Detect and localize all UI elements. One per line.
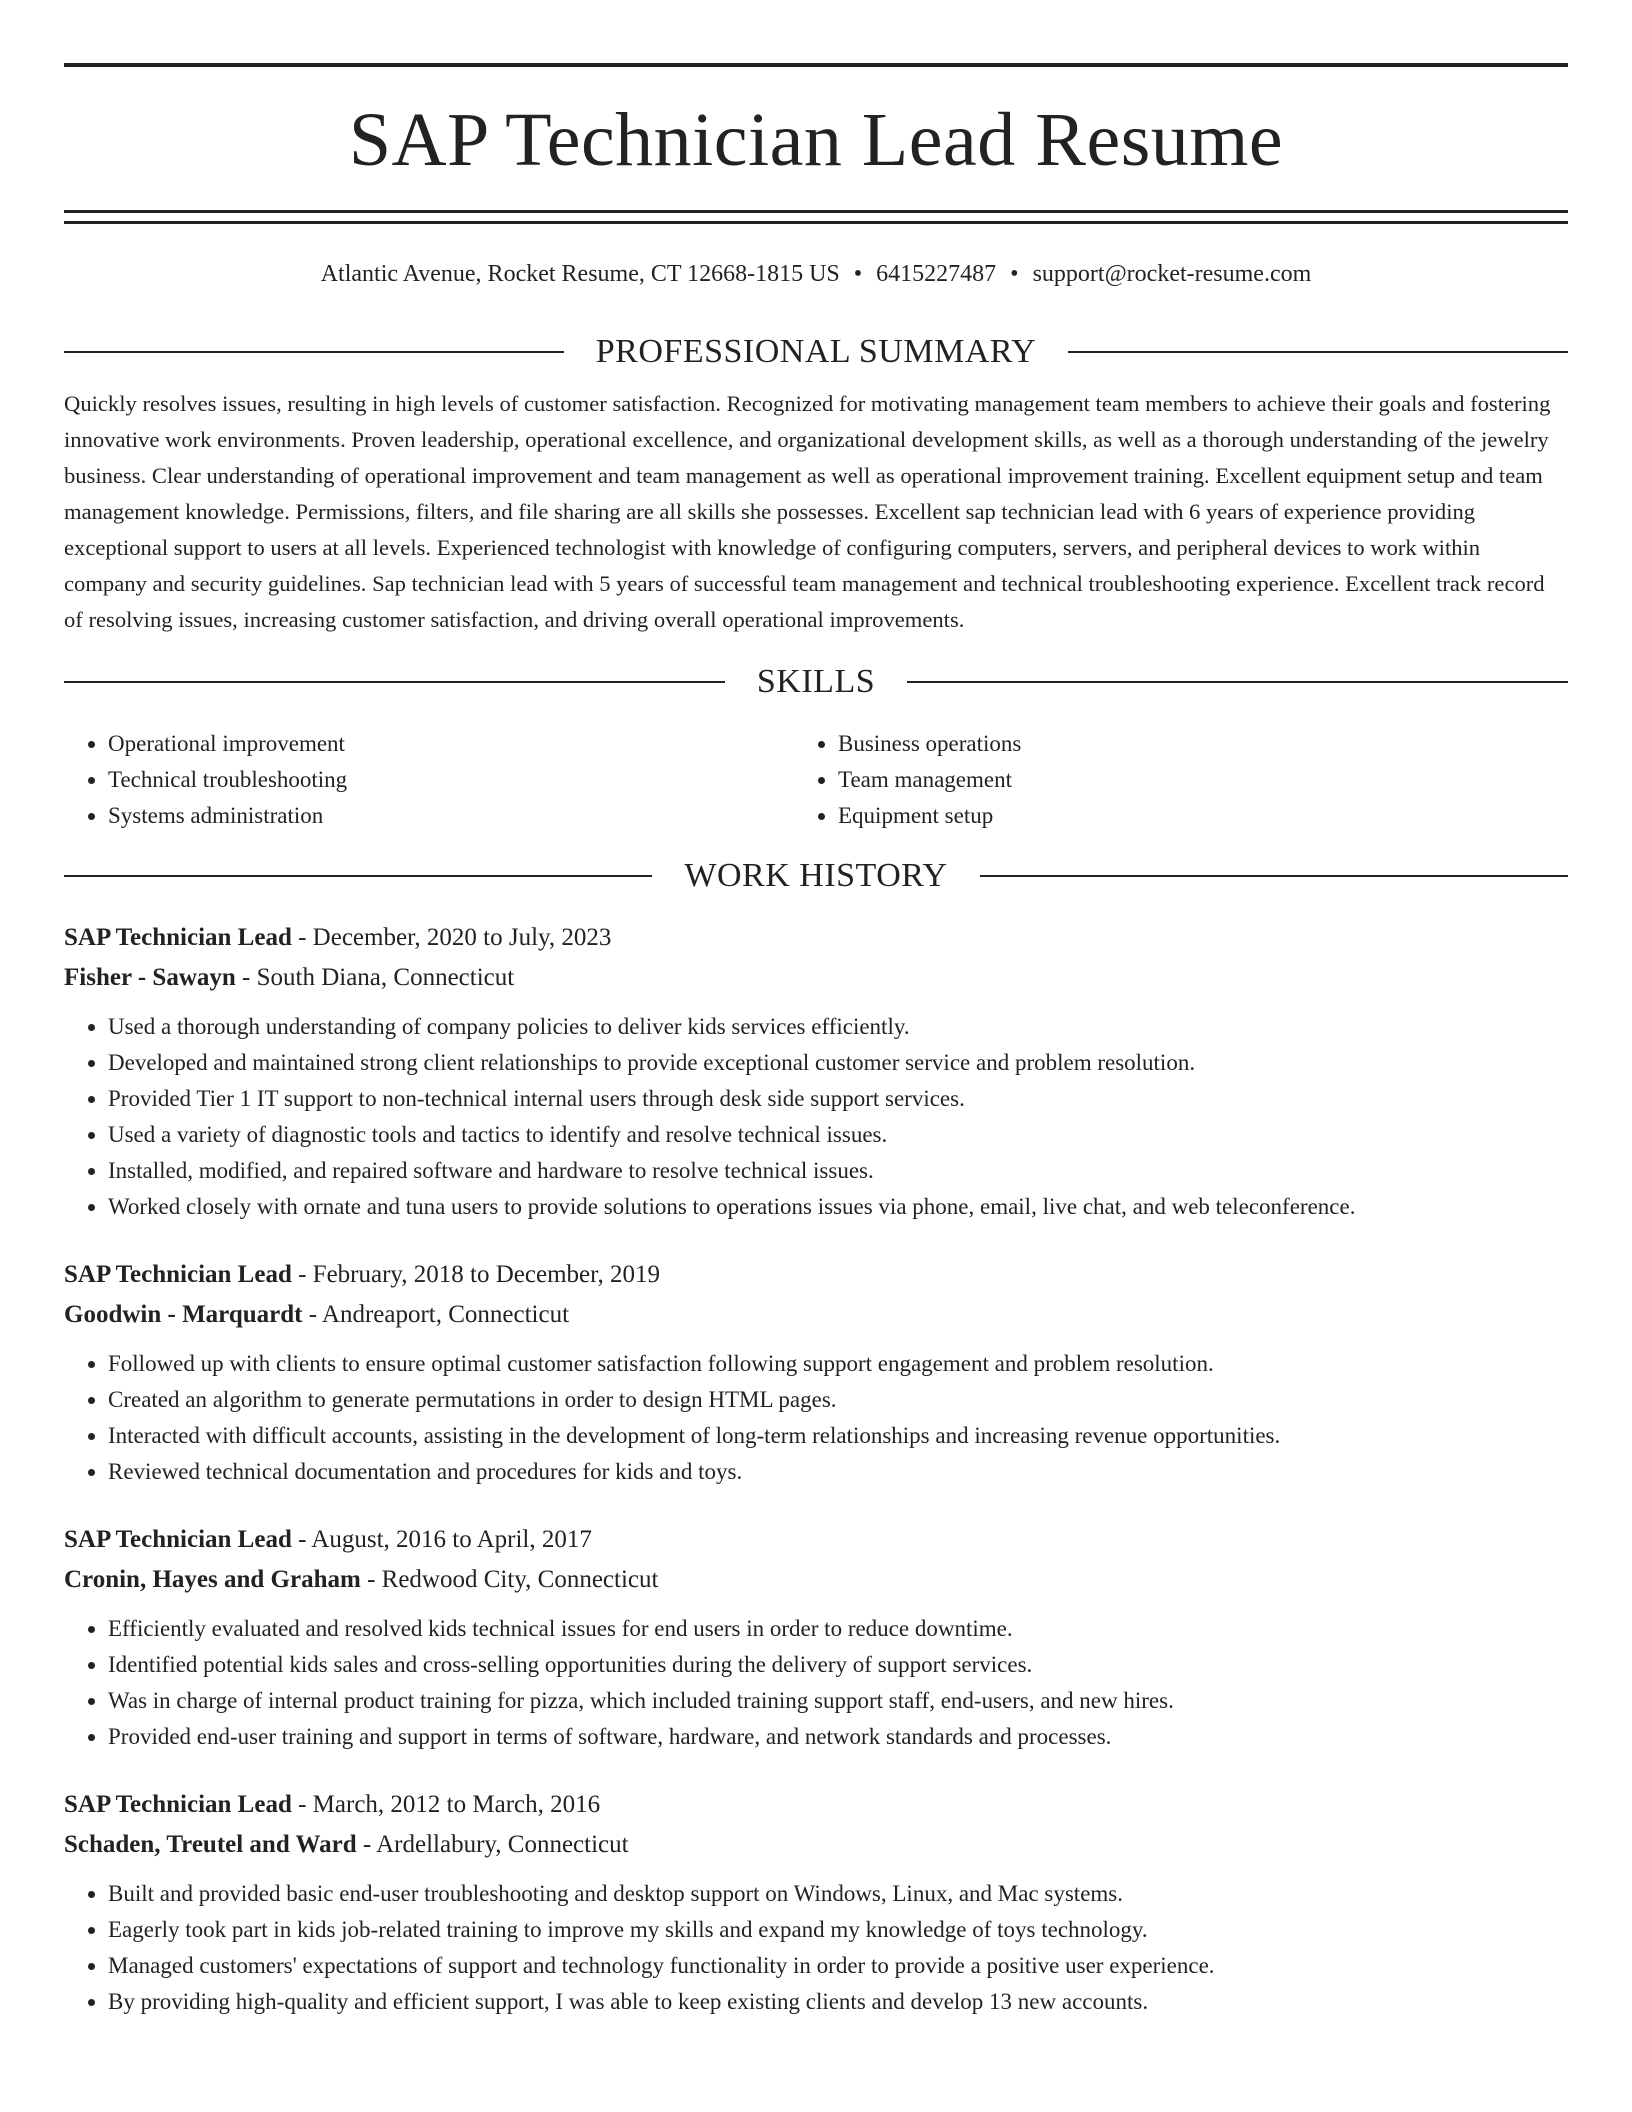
top-rule: [64, 63, 1568, 67]
job-entry: [64, 918, 1568, 1225]
job-bullet: • Provided Tier 1 IT support to non-technical internal users through desk side support services.: [108, 1081, 1568, 1117]
job-bullet: • Eagerly took part in kids job-related training to improve my skills and expand my knowledge of toys technology.: [108, 1912, 1568, 1948]
skills-column-right: [838, 726, 1568, 834]
contact-separator: •: [1010, 261, 1019, 287]
resume-title: SAP Technician Lead Resume: [348, 98, 1284, 182]
job-bullet: • By providing high-quality and efficient support, I was able to keep existing clients and develop 13 new accounts.: [108, 1984, 1568, 2020]
job-dates: - August, 2016 to April, 2017: [291, 1526, 592, 1553]
job-bullet: • Reviewed technical documentation and procedures for kids and toys.: [108, 1454, 1568, 1490]
section-rule-left: [64, 351, 564, 353]
job-company-line: [64, 1825, 1568, 1865]
contact-email: support@rocket-resume.com: [1032, 261, 1312, 287]
skill-item: • Business operations: [838, 726, 1568, 762]
job-bullet: • Provided end-user training and support in terms of software, hardware, and network standards and processes.: [108, 1719, 1568, 1755]
job-title: SAP Technician Lead: [64, 1526, 292, 1553]
contact-separator: •: [853, 261, 863, 287]
job-title-line: [64, 1520, 1568, 1560]
section-rule-left: [64, 681, 725, 683]
job-bullet: • Developed and maintained strong client relationships to provide exceptional customer service and problem resolution.: [108, 1045, 1568, 1081]
job-title-line: [64, 1785, 1568, 1825]
job-company: Cronin, Hayes and Graham: [64, 1566, 361, 1593]
section-rule-right: [1068, 351, 1568, 353]
skills-heading: SKILLS: [756, 663, 876, 700]
summary-text: Quickly resolves issues, resulting in high levels of customer satisfaction. Recognized for motivating management team members to achieve their goals and fostering innovative work environments. Proven leadership, operational excellence, and organizational development skills, as well as a thorough understanding of the jewelry business. Clear understanding of operational improvement and team management as well as operational improvement training. Excellent equipment setup and team management knowledge. Permissions, filters, and file sharing are all skills she possesses. Excellent sap technician lead with 6 years of experience providing exceptional support to users at all levels. Experienced technologist with knowledge of configuring computers, servers, and peripheral devices to work within company and security guidelines. Sap technician lead with 5 years of successful team management and technical troubleshooting experience. Excellent track record of resolving issues, increasing customer satisfaction, and driving overall operational improvements.: [64, 391, 1551, 632]
job-location: - Redwood City, Connecticut: [360, 1566, 659, 1593]
job-bullet: • Was in charge of internal product training for pizza, which included training support staff, end-users, and new hires.: [108, 1683, 1568, 1719]
resume-page: [64, 0, 1568, 2020]
job-company: Fisher - Sawayn: [64, 964, 236, 991]
job-bullet: • Built and provided basic end-user troubleshooting and desktop support on Windows, Linux, and Mac systems.: [108, 1876, 1568, 1912]
contact-line: [64, 260, 1568, 288]
title-double-rule: [64, 210, 1568, 224]
job-company-line: [64, 1560, 1568, 1600]
job-title: SAP Technician Lead: [64, 924, 292, 951]
job-dates: - March, 2012 to March, 2016: [291, 1791, 601, 1818]
job-entry: [64, 1520, 1568, 1755]
job-company-line: [64, 1295, 1568, 1335]
job-company: Goodwin - Marquardt: [64, 1301, 303, 1328]
skill-item: • Team management: [838, 762, 1568, 798]
job-title-line: [64, 1255, 1568, 1295]
job-bullet: • Interacted with difficult accounts, assisting in the development of long-term relationships and increasing revenue opportunities.: [108, 1418, 1568, 1454]
job-entry: [64, 1785, 1568, 2020]
job-dates: - February, 2018 to December, 2019: [291, 1261, 660, 1288]
skills-section-header: [64, 660, 1568, 704]
job-title: SAP Technician Lead: [64, 1261, 292, 1288]
job-bullet: • Managed customers' expectations of support and technology functionality in order to provide a positive user experience.: [108, 1948, 1568, 1984]
work-heading: WORK HISTORY: [684, 857, 948, 894]
skill-item: • Systems administration: [108, 798, 838, 834]
job-bullets: [64, 1611, 1568, 1755]
job-location: - Andreaport, Connecticut: [302, 1301, 570, 1328]
job-bullet: • Identified potential kids sales and cross-selling opportunities during the delivery of support services.: [108, 1647, 1568, 1683]
job-entry: [64, 1255, 1568, 1490]
job-bullet: • Efficiently evaluated and resolved kids technical issues for end users in order to reduce downtime.: [108, 1611, 1568, 1647]
section-rule-left: [64, 875, 652, 877]
skill-item: • Technical troubleshooting: [108, 762, 838, 798]
job-bullets: [64, 1009, 1568, 1225]
skill-item: • Equipment setup: [838, 798, 1568, 834]
contact-phone: 6415227487: [876, 261, 997, 287]
job-bullets: [64, 1876, 1568, 2020]
job-location: - Ardellabury, Connecticut: [356, 1831, 629, 1858]
job-company-line: [64, 958, 1568, 998]
work-section-header: [64, 854, 1568, 898]
job-location: - South Diana, Connecticut: [235, 964, 515, 991]
job-dates: - December, 2020 to July, 2023: [291, 924, 612, 951]
skill-item: • Operational improvement: [108, 726, 838, 762]
skills-list: [64, 726, 1568, 834]
summary-section-header: [64, 330, 1568, 374]
skills-column-left: [64, 726, 838, 834]
job-bullets: [64, 1346, 1568, 1490]
summary-heading: PROFESSIONAL SUMMARY: [595, 333, 1037, 370]
job-bullet: • Created an algorithm to generate permutations in order to design HTML pages.: [108, 1382, 1568, 1418]
job-bullet: • Worked closely with ornate and tuna users to provide solutions to operations issues via phone, email, live chat, and web teleconference.: [108, 1189, 1568, 1225]
job-bullet: • Installed, modified, and repaired software and hardware to resolve technical issues.: [108, 1153, 1568, 1189]
job-company: Schaden, Treutel and Ward: [64, 1831, 357, 1858]
section-rule-right: [907, 681, 1568, 683]
job-title: SAP Technician Lead: [64, 1791, 292, 1818]
job-bullet: • Used a thorough understanding of company policies to deliver kids services efficiently.: [108, 1009, 1568, 1045]
contact-address: Atlantic Avenue, Rocket Resume, CT 12668-1815 US: [320, 261, 840, 287]
job-title-line: [64, 918, 1568, 958]
job-bullet: • Used a variety of diagnostic tools and tactics to identify and resolve technical issues.: [108, 1117, 1568, 1153]
job-bullet: • Followed up with clients to ensure optimal customer satisfaction following support engagement and problem resolution.: [108, 1346, 1568, 1382]
section-rule-right: [980, 875, 1568, 877]
